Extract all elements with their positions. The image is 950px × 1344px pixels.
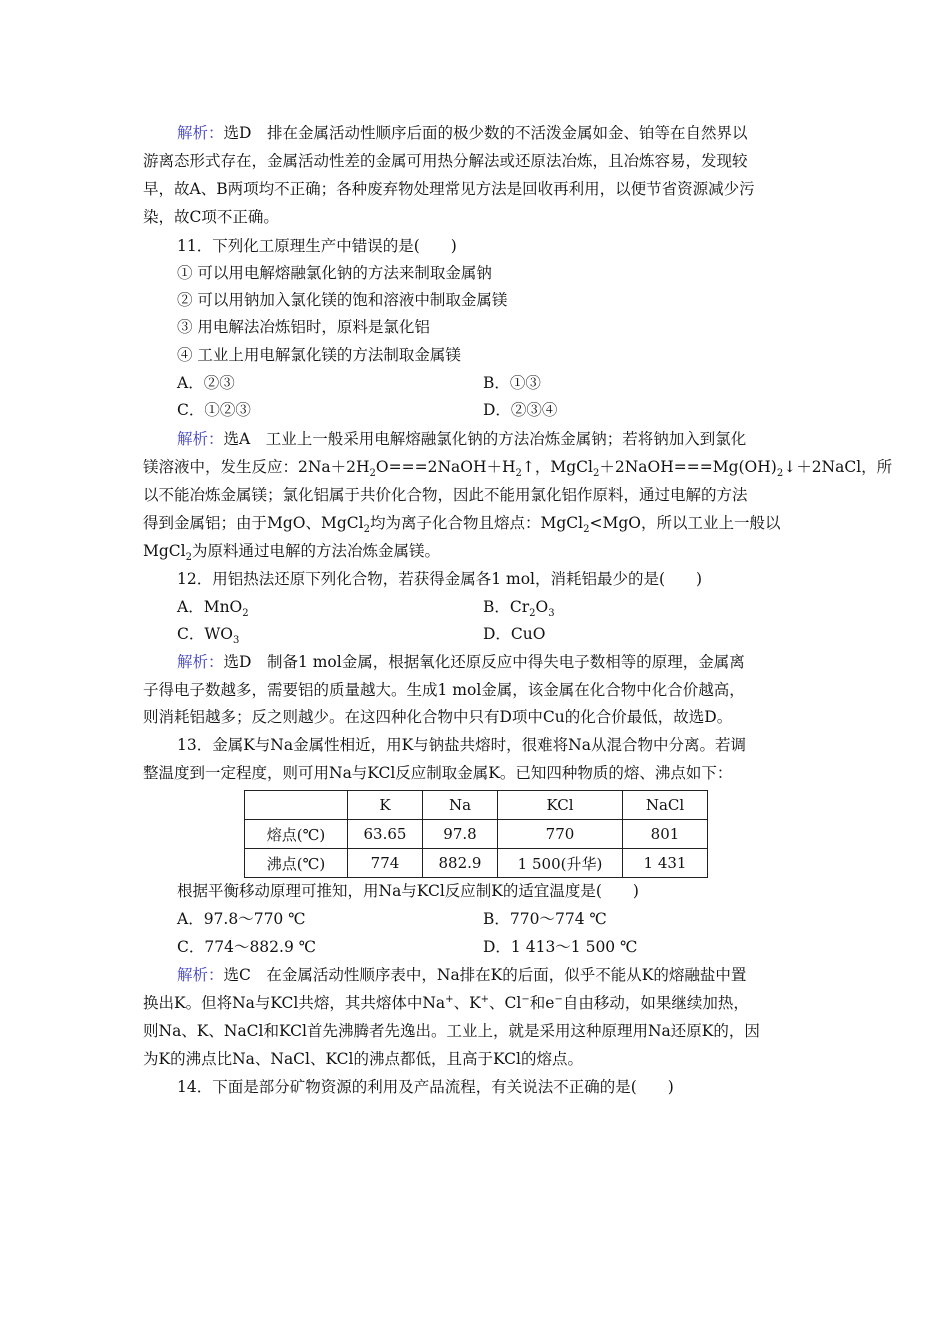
analysis-line: 换出K。但将Na与KCl共熔，其共熔体中Na+、K+、Cl−和e−自由移动，如果继续加热，: [143, 993, 749, 1012]
analysis-line: 染，故C项不正确。: [143, 208, 279, 226]
option-a: A．97.8～770 ℃: [177, 910, 306, 928]
analysis-line: 则Na、K、NaCl和KCl首先沸腾者先逸出。工业上，就是采用这种原理用Na还原K的，因: [143, 1022, 760, 1040]
statement-item: ④ 工业上用电解氯化镁的方法制取金属镁: [177, 346, 461, 364]
analysis-line: 解析：选A 工业上一般采用电解熔融氯化钠的方法冶炼金属钠；若将钠加入到氯化: [177, 430, 747, 448]
table-header-cell: [245, 791, 348, 820]
table-cell: 1 431: [623, 849, 708, 878]
analysis-line: 解析：选D 排在金属活动性顺序后面的极少数的不活泼金属如金、铂等在自然界以: [177, 124, 748, 142]
option-c: C．$WO_3$: [177, 625, 240, 647]
table-cell: 熔点(℃): [245, 820, 348, 849]
analysis-line: 以不能冶炼金属镁；氯化铝属于共价化合物，因此不能用氯化铝作原料，通过电解的方法: [143, 486, 748, 504]
option-d: D．②③④: [483, 401, 558, 419]
table-cell: 97.8: [423, 820, 498, 849]
table-header-cell: KCl: [498, 791, 623, 820]
table-cell: 801: [623, 820, 708, 849]
table-cell: 774: [348, 849, 423, 878]
option-b: B．①③: [483, 374, 541, 392]
statement-item: ③ 用电解法冶炼铝时，原料是氯化铝: [177, 318, 430, 336]
analysis-line: 则消耗铝越多；反之则越少。在这四种化合物中只有D项中Cu的化合价最低，故选D。: [143, 708, 733, 726]
table-cell: 63.65: [348, 820, 423, 849]
option-c: C．①②③: [177, 401, 251, 419]
analysis-line: 早，故A、B两项均不正确；各种废弃物处理常见方法是回收再利用，以便节省资源减少污: [143, 180, 755, 198]
analysis-line: MgCl$_2$为原料通过电解的方法冶炼金属镁。: [143, 542, 441, 564]
option-b: B．$Cr_2O_3$: [483, 598, 555, 620]
option-d: D．1 413～1 500 ℃: [483, 938, 638, 956]
table-header-cell: K: [348, 791, 423, 820]
table-cell: 1 500(升华): [498, 849, 623, 878]
question-stem: 12．用铝热法还原下列化合物，若获得金属各1 mol，消耗铝最少的是( ): [177, 570, 703, 588]
option-d: D．CuO: [483, 625, 546, 643]
table-row: [245, 820, 708, 849]
analysis-line: 镁溶液中，发生反应：$2Na+2H_2O===2NaOH+H_2↑$，$MgCl_2+2NaOH===Mg(OH)_2↓+2NaCl$，所: [143, 458, 893, 480]
question-stem: 14．下面是部分矿物资源的利用及产品流程，有关说法不正确的是( ): [177, 1078, 674, 1096]
table-header-row: [245, 791, 708, 820]
melting-boiling-table: [244, 790, 708, 878]
table-cell: 770: [498, 820, 623, 849]
option-c: C．774～882.9 ℃: [177, 938, 317, 956]
analysis-label: 解析：: [177, 966, 224, 984]
table-header-cell: Na: [423, 791, 498, 820]
analysis-label: 解析：: [177, 653, 224, 671]
option-b: B．770～774 ℃: [483, 910, 607, 928]
option-a: A．MnO$_2$: [177, 598, 249, 620]
analysis-line: 解析：选C 在金属活动性顺序表中，Na排在K的后面，似乎不能从K的熔融盐中置: [177, 966, 747, 984]
table-header-cell: NaCl: [623, 791, 708, 820]
analysis-label: 解析：: [177, 430, 224, 448]
analysis-line: 为K的沸点比Na、NaCl、KCl的沸点都低，且高于KCl的熔点。: [143, 1050, 583, 1068]
analysis-line: 得到金属铝；由于MgO、MgCl$_2$均为离子化合物且熔点：MgCl$_2$<MgO，所以工业上一般以: [143, 514, 781, 536]
question-stem: 11．下列化工原理生产中错误的是( ): [177, 237, 457, 255]
analysis-label: 解析：: [177, 124, 224, 142]
analysis-line: 解析：选D 制备1 mol金属，根据氧化还原反应中得失电子数相等的原理，金属离: [177, 653, 745, 671]
statement-item: ② 可以用钠加入氯化镁的饱和溶液中制取金属镁: [177, 291, 508, 309]
question-stem: 13．金属K与Na金属性相近，用K与钠盐共熔时，很难将Na从混合物中分离。若调: [177, 736, 746, 754]
table-row: [245, 849, 708, 878]
analysis-line: 游离态形式存在，金属活动性差的金属可用热分解法或还原法冶炼，且冶炼容易，发现较: [143, 152, 748, 170]
table-cell: 沸点(℃): [245, 849, 348, 878]
statement-item: ① 可以用电解熔融氯化钠的方法来制取金属钠: [177, 264, 492, 282]
question-prompt: 根据平衡移动原理可推知，用Na与KCl反应制K的适宜温度是( ): [177, 882, 639, 900]
question-stem: 整温度到一定程度，则可用Na与KCl反应制取金属K。已知四种物质的熔、沸点如下：: [143, 764, 733, 782]
analysis-line: 子得电子数越多，需要铝的质量越大。生成1 mol金属，该金属在化合物中化合价越高，: [143, 681, 745, 699]
option-a: A．②③: [177, 374, 235, 392]
table-cell: 882.9: [423, 849, 498, 878]
